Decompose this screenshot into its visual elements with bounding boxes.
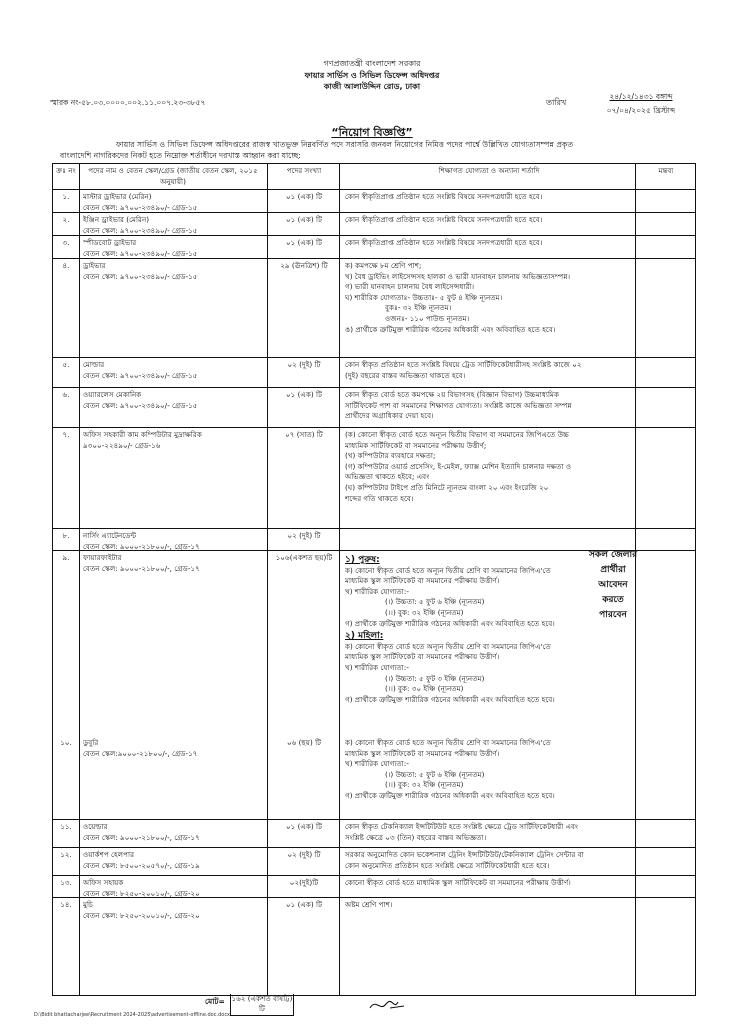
row-requirements [345, 192, 633, 203]
requirement-line: খ) বৈধ ড্রাইভিং লাইসেন্সসহ হালকা ও ভারী যানবাহন চালনায় অভিজ্ঞতাসম্পন্ন। [345, 271, 571, 281]
table-row [53, 259, 695, 358]
row-requirements [345, 360, 633, 381]
requirement-line: কোন স্বীকৃত প্রতিষ্ঠান হতে সংশ্লিষ্ট বিষয়ে ট্রেড সার্টিফিকেটধারীসহ সংশ্লিষ্ট কাজে ০২ [345, 360, 582, 369]
row-post-count: ০১ (এক) টি [286, 192, 322, 201]
table-row [53, 820, 695, 848]
row-post-count: ০২ (দুই) টি [287, 360, 321, 369]
footer-file-path: D:\Bidit bhattacharjee\Recruitment 2024-2025\advertisement-offline.doc.docx [34, 1012, 231, 1018]
row-serial: ১৩. [60, 878, 72, 887]
post-name: অফিস সহায়ক [83, 878, 124, 887]
post-name: স্পীডবোট ড্রাইভার [83, 238, 137, 247]
table-row [53, 898, 695, 929]
row-post [83, 900, 263, 921]
requirement-line: অভিজ্ঞতা থাকতে হইবে; এবং [345, 472, 430, 482]
requirement-line: কোন স্বীকৃতিপ্রাপ্ত প্রতিষ্ঠান হতে সংশ্লিষ্ট বিষয়ে সনদপত্রধারী হতে হবে। [345, 238, 543, 247]
header-department: ফায়ার সার্ভিস ও সিভিল ডিফেন্স অধিদপ্তর [304, 71, 440, 80]
header-post: পদের নাম ও বেতন স্কেল/গ্রেড (জাতীয় বেতন স্কেল, ২০১৫ অনুযায়ী) [88, 166, 258, 186]
requirement-line: (গ) কম্পিউটার ওয়ার্ড প্রসেসিং, ই-মেইল, ফ্যাক্স মেশিন ইত্যাদি চালনার দক্ষতা ও [345, 461, 572, 471]
requirement-line: সার্টিফিকেট পাশ বা সমমানের শিক্ষাগত যোগ্যতা। সংশ্লিষ্ট কাজে অভিজ্ঞতা সম্পন্ন [345, 400, 572, 410]
row-post [83, 553, 263, 574]
requirement-line: খ) শারীরিক যোগ্যতা:- [345, 662, 409, 672]
row-post-count: ০১ (এক) টি [286, 390, 322, 399]
row-serial: ১২. [60, 850, 72, 859]
post-pay-scale: বেতন স্কেল: ৯০০০-২১৮০০/-, গ্রেড-১৭ [83, 563, 200, 573]
total-value: ১৬২ (একশত বাষট্টি) টি [230, 994, 294, 1016]
requirement-line: বুকঃ- ৩২ ইঞ্চি ন্যূনতম। [385, 303, 452, 313]
requirement-line: ঘ) শারীরিক যোগ্যতাঃ- উচ্চতাঃ- ৫ ফুট ৪ ইঞ্চি ন্যূনতম। [345, 292, 503, 302]
row-requirements [345, 878, 633, 889]
table-row [53, 190, 695, 213]
notice-title-text: “নিয়োগ বিজ্ঞপ্তি” [331, 126, 413, 139]
post-pay-scale: বেতন স্কেল: ৮২৫০-২০০১০/-, গ্রেড-২০ [83, 888, 200, 898]
row-post-count: ০২ (দুই) টি [287, 531, 321, 540]
header-sl: ক্রঃ নং [56, 166, 76, 175]
requirement-line: খ) শারীরিক যোগ্যতা:- [345, 759, 409, 769]
requirement-line: (।) উচ্চতা: ৫ ফুট ৩ ইঞ্চি (ন্যূনতম) [385, 673, 485, 683]
post-name: ইঞ্জিন ড্রাইভার (মেরিন) [83, 215, 150, 224]
requirement-line: কোন অনুমোদিত প্রতিষ্ঠান হতে সংশ্লিষ্ট ক্ষেত্রে সার্টিফিকেটধারী হতে হবে। [345, 860, 550, 870]
row-post [83, 192, 263, 213]
row-post [83, 390, 263, 411]
row-post-count: ২৯ (ঊনত্রিশ) টি [280, 261, 328, 270]
requirement-line: ক) কোনো স্বীকৃত বোর্ড হতে অন্যূন দ্বিতীয় শ্রেণি বা সমমানের জিপিএ'তে [345, 738, 551, 747]
row-post-count: ১০৬(একশত ছয়)টি [275, 553, 333, 562]
requirement-line: ২) মহিলা: [345, 631, 384, 642]
total-label: মোট= [205, 997, 225, 1006]
table-row [53, 236, 695, 259]
row-post [83, 531, 263, 552]
requirement-line: কোন স্বীকৃত বোর্ড হতে কমপক্ষে ২য় বিভাগসহ (বিজ্ঞান বিভাগ) উচ্চমাধ্যমিক [345, 390, 560, 399]
table-row [53, 848, 695, 876]
row-post [83, 738, 263, 759]
requirement-line: (।) উচ্চতা: ৫ ফুট ৬ ইঞ্চি (ন্যূনতম) [385, 769, 485, 779]
row-serial: ৩. [62, 238, 70, 247]
requirement-line: সংশ্লিষ্ট ক্ষেত্রে ০৩ (তিন) বছরের বাস্তব অভিজ্ঞতা। [345, 832, 487, 842]
row-serial: ৫. [62, 360, 70, 369]
table-row [53, 428, 695, 529]
row-post [83, 878, 263, 899]
row-post [83, 360, 263, 381]
row-serial: ১. [62, 192, 70, 201]
post-name: মোল্ডার [83, 360, 105, 369]
post-pay-scale: বেতন স্কেল: ৯৭০০-২৩৪৯০/- গ্রেড-১৫ [83, 202, 198, 212]
date-block [596, 90, 686, 118]
post-pay-scale: বেতন স্কেল: ৯৭০০-২৩৪৯০/- গ্রেড-১৫ [83, 370, 198, 380]
requirement-line: কোন স্বীকৃত টেকনিক্যাল ইন্সটিটিউট হতে সংশ্লিষ্ট ক্ষেত্রে ট্রেড সার্টিফিকেটধারী এবং [345, 822, 579, 831]
requirement-line: গ) প্রার্থীকে ত্রুটিমুক্ত শারীরিক গঠনের অধিকারী এবং অবিবাহিত হতে হবে। [345, 694, 555, 704]
signature-mark [368, 996, 408, 1014]
requirement-line: প্রার্থীদের অগ্রাধিকার দেয়া হবে। [345, 411, 434, 421]
table-row [53, 388, 695, 428]
requirement-line: অষ্টম শ্রেণি পাশ। [345, 900, 393, 909]
row-serial: ১০. [60, 738, 72, 747]
row-post-count: ০৬ (ছয়) টি [286, 738, 322, 747]
requirement-line: খ) শারীরিক যোগ্যতা:- [345, 586, 409, 596]
requirement-line: মাধ্যমিক স্কুল সার্টিফিকেট বা সমমানের পরীক্ষায় উত্তীর্ণ। [345, 652, 500, 662]
post-pay-scale: বেতন স্কেল: ৯৭০০-২৩৪৯০/- গ্রেড-১৫ [83, 225, 198, 235]
requirement-line: ঙ) প্রার্থীকে ত্রুটিমুক্ত শারীরিক গঠনের অধিকারী এবং অবিবাহিত হতে হবে। [345, 324, 556, 334]
post-name: ড্রাইভার [83, 261, 106, 270]
requirement-line: (।।) বুক: ৩০ ইঞ্চি (ন্যূনতম) [385, 684, 464, 694]
post-pay-scale: বেতন স্কেল: ৯০০০-২১৮০০/-, গ্রেড-১৭ [83, 832, 200, 842]
intro-line-1: ফায়ার সার্ভিস ও সিভিল ডিফেন্স অধিদপ্তরের রাজস্ব খাতভুক্ত নিম্নবর্ণিত পদে সরাসরি জনবল নিয়োগের নিমিত্ত পদের পার্শ্বে উল্লিখিত যোগ্যতাসম্পন্ন প্রকৃত [116, 140, 574, 149]
intro-paragraph [60, 139, 700, 161]
date-english: ০৭/০৪/২০২৫ খ্রিস্টাব্দ [606, 106, 676, 115]
header-count: পদের সংখ্যা [286, 166, 322, 175]
row-serial: ১৪. [60, 900, 72, 909]
row-serial: ২. [62, 215, 70, 224]
requirement-line: মাধ্যমিক স্কুল সার্টিফিকেট বা সমমানের পরীক্ষায় উত্তীর্ণ। [345, 748, 500, 758]
row-requirements [345, 738, 633, 802]
row-post-count: ০৭ (সাত) টি [285, 430, 323, 439]
post-pay-scale: বেতন স্কেল: ৯০০০-২১৮০০/-, গ্রেড-১৭ [83, 541, 200, 551]
requirement-line: মাধ্যমিক সার্টিফিকেট বা সমমানের পরীক্ষায় উত্তীর্ণ; [345, 440, 487, 450]
requirement-line: (দুই) বছরের বাস্তব অভিজ্ঞতা থাকতে হবে। [345, 370, 466, 380]
row-post [83, 850, 263, 871]
post-pay-scale: বেতন স্কেল: ৯৭০০-২৩৪৯০/- গ্রেড-১৫ [83, 400, 198, 410]
requirement-line: গ) ভারী যানবাহন চালনায় বৈধ লাইসেন্সধারী। [345, 282, 475, 292]
row-post [83, 238, 263, 259]
row-requirements [345, 850, 633, 871]
row-requirements [345, 261, 633, 335]
table-row [53, 736, 695, 820]
row-post-count: ০১ (এক) টি [286, 215, 322, 224]
post-name: মাস্টার ড্রাইভার (মেরিন) [83, 192, 152, 201]
requirement-line: মাধ্যমিক স্কুল সার্টিফিকেট বা সমমানের পরীক্ষায় উত্তীর্ণ। [345, 576, 500, 586]
post-pay-scale: বেতন স্কেল: ৯৭০০-২৩৪৯০/- গ্রেড-১৫ [83, 271, 198, 281]
row-requirements [345, 215, 633, 226]
post-name: ওয়ার্কশপ হেলপার [83, 850, 135, 859]
row-post-count: ০১ (এক) টি [286, 238, 322, 247]
requirement-line: কোন স্বীকৃতিপ্রাপ্ত প্রতিষ্ঠান হতে সংশ্লিষ্ট বিষয়ে সনদপত্রধারী হতে হবে। [345, 192, 543, 201]
post-pay-scale: ৯৩০০-২২৪৯০/- গ্রেড-১৬ [83, 440, 161, 450]
requirement-line: গ) প্রার্থীকে ত্রুটিমুক্ত শারীরিক গঠনের অধিকারী এবং অবিবাহিত হতে হবে। [345, 790, 555, 800]
post-name: নার্সিং এ্যাটেনডেন্ট [83, 531, 137, 540]
row-requirements [345, 390, 633, 422]
header-address: কাজী আলাউদ্দিন রোড, ঢাকা [323, 82, 421, 91]
requirement-line: (।।) বুক: ৩২ ইঞ্চি (ন্যূনতম) [385, 607, 464, 617]
requirement-line: কোনো স্বীকৃত বোর্ড হতে মাধ্যমিক স্কুল সার্টিফিকেট বা সমমানের পরীক্ষায় উত্তীর্ণ। [345, 878, 571, 887]
post-name: ডুবুরি [83, 738, 99, 747]
table-row [53, 358, 695, 388]
header-remark: মন্তব্য [658, 166, 674, 175]
row-post-count: ০২ (দুই) টি [287, 850, 321, 859]
date-bangla: ২৪/১২/১৪৩১ বঙ্গাব্দ [609, 92, 673, 101]
requirement-line: ক) কোনো স্বীকৃত বোর্ড হতে অন্যূন দ্বিতীয় শ্রেণি বা সমমানের জিপিএ'তে [345, 641, 551, 651]
table-row [53, 213, 695, 236]
row-post [83, 822, 263, 843]
requirement-line: (।।) বুক: ৩২ ইঞ্চি (ন্যূনতম) [385, 780, 464, 790]
row-requirements [345, 430, 633, 504]
row-requirements [345, 238, 633, 249]
requirement-line: ১) পুরুষ: [345, 555, 380, 565]
row-post-count: ০২(দুই)টি [289, 878, 319, 887]
requirement-line: ওজনঃ- ১১০ পাউন্ড ন্যূনতম। [385, 313, 470, 323]
requirement-line: (ঘ) কম্পিউটার টাইপে প্রতি মিনিটে ন্যূনতম বাংলা ২০ এবং ইংরেজি ২০ [345, 482, 549, 492]
requirement-line: (।) উচ্চতা: ৫ ফুট ৬ ইঞ্চি (ন্যূনতম) [385, 597, 485, 607]
post-pay-scale: বেতন স্কেল:৯০০০-২১৮০০/-, গ্রেড-১৭ [83, 748, 198, 758]
post-pay-scale: বেতন স্কেল: ৯৭০০-২৩৪৯০/- গ্রেড-১৫ [83, 248, 198, 258]
post-name: মুচি [83, 900, 93, 909]
intro-line-2: বাংলাদেশি নাগরিকদের নিকট হতে নিম্নোক্ত শর্তাধীনে দরখাস্ত আহ্বান করা যাচ্ছে: [60, 151, 301, 160]
requirement-line: কোন স্বীকৃতিপ্রাপ্ত প্রতিষ্ঠান হতে সংশ্লিষ্ট বিষয়ে সনদপত্রধারী হতে হবে। [345, 215, 543, 224]
row-post [83, 261, 263, 282]
remark-all-districts: সকল জেলার প্রার্থীরা আবেদন করতে পারবেন [588, 550, 638, 620]
requirement-line: ক) কোনো স্বীকৃত বোর্ড হতে অন্যূন দ্বিতীয় শ্রেণি বা সমমানের জিপিএ'তে [345, 565, 551, 575]
header-requirements: শিক্ষাগত যোগ্যতা ও অন্যান্য শর্তাদি [438, 166, 540, 175]
row-serial: ৬. [62, 390, 70, 399]
requirement-line: সরকার অনুমোদিত কোন ভকেশনাল ট্রেনিং ইন্সটিটিউট/টেকনিক্যাল ট্রেনিং সেন্টার বা [345, 850, 584, 859]
requirement-line: (খ) কম্পিউটার ব্যবহারে দক্ষতা; [345, 451, 436, 461]
requirement-line: গ) প্রার্থীকে ত্রুটিমুক্ত শারীরিক গঠনের অধিকারী এবং অবিবাহিত হতে হবে। [345, 618, 555, 628]
row-post [83, 215, 263, 236]
table-header-row [53, 164, 695, 190]
row-serial: ৪. [62, 261, 70, 270]
header-govt: গণপ্রজাতন্ত্রী বাংলাদেশ সরকার [323, 59, 421, 68]
row-serial: ১১. [60, 822, 72, 831]
requirement-line: শব্দের গতি থাকতে হবে। [345, 493, 414, 503]
row-post-count: ০১ (এক) টি [286, 822, 322, 831]
requirement-line: (ক) কোনো স্বীকৃত বোর্ড হতে অন্যূন দ্বিতীয় বিভাগ বা সমমানের জিপিএতে উচ্চ [345, 430, 569, 439]
row-requirements [345, 822, 633, 843]
row-serial: ৮. [62, 531, 70, 540]
post-name: ওয়্যারলেস মেকানিক [83, 390, 142, 399]
row-serial: ৭. [62, 430, 70, 439]
post-pay-scale: বেতন স্কেল: ৮২৫০-২০০১০/-, গ্রেড-২০ [83, 910, 200, 920]
table-row [53, 876, 695, 898]
post-pay-scale: বেতন স্কেল: ৮৫০০-২০৫৭০/-, গ্রেড-১৯ [83, 860, 200, 870]
post-name: অফিস সহকারী কাম কম্পিউটার মুদ্রাক্ষরিক [83, 430, 202, 439]
memo-number: স্মারক নং-৫৮.০৩.০০০০.০০২.১১.০০৭.২৩-৩৮৫৭ [50, 98, 206, 107]
row-serial: ৯. [62, 553, 70, 562]
post-name: ওয়েল্ডার [83, 822, 108, 831]
post-name: ফায়ারফাইটার [83, 553, 122, 562]
date-label: তারিখ [546, 98, 567, 107]
requirement-line: ক) কমপক্ষে ৮ম শ্রেণি পাশ; [345, 261, 422, 270]
row-post-count: ০১ (এক) টি [286, 900, 322, 909]
row-requirements [345, 900, 633, 911]
row-post [83, 430, 263, 451]
